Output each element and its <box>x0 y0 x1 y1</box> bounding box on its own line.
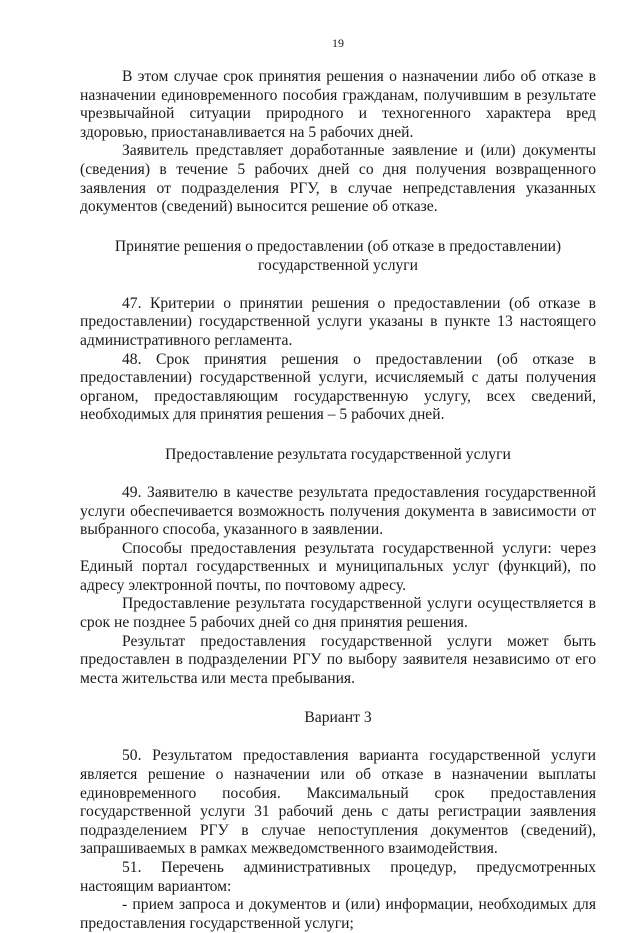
paragraph-resubmission: Заявитель представляет доработанные заявление и (или) документы (сведения) в течение 5 рабочих дней со дня получения возвращенного заявления от подразделения РГУ, в случае непредставления указанных документов (сведений) выносится решение об отказе. <box>80 142 596 216</box>
page-number: 19 <box>332 36 344 50</box>
section-heading-result: Предоставление результата государственной услуги <box>165 445 511 463</box>
paragraph-51: 51. Перечень административных процедур, предусмотренных настоящим вариантом: <box>80 859 596 895</box>
paragraph-delivery-term: Предоставление результата государственной услуги осуществляется в срок не позднее 5 рабочих дней со дня принятия решения. <box>80 595 596 632</box>
paragraph-47: 47. Критерии о принятии решения о предоставлении (об отказе в предоставлении) государственной услуги указаны в пункте 13 настоящего административного регламента. <box>80 294 596 349</box>
paragraph-suspension: В этом случае срок принятия решения о назначении либо об отказе в назначении единовременного пособия гражданам, получившим в результате чрезвычайной ситуации природного и техногенного характера вред здоровью, приостанавливается на 5 рабочих дней. <box>80 68 596 141</box>
paragraph-delivery-location: Результат предоставления государственной услуги может быть предоставлен в подразделении РГУ по выбору заявителя независимо от его места жительства или места пребывания. <box>80 632 596 687</box>
paragraph-50: 50. Результатом предоставления варианта государственной услуги является решение о назначении или об отказе в назначении выплаты единовременного пособия. Максимальный срок предоставления государственной услуги 31 рабочий день с даты регистрации заявления подразделением РГУ в случае непоступления документов (сведений), запрашиваемых в рамках межведомственного взаимодействия. <box>80 747 596 858</box>
paragraph-49: 49. Заявителю в качестве результата предоставления государственной услуги обеспечивается возможность получения документа в зависимости от выбранного способа, указанного в заявлении. <box>80 483 596 539</box>
list-item-procedure: - прием запроса и документов и (или) информации, необходимых для предоставления государственной услуги; <box>80 896 596 932</box>
paragraph-delivery-methods: Способы предоставления результата государственной услуги: через Единый портал государственных и муниципальных услуг (функций), по адресу электронной почты, по почтовому адресу. <box>80 539 596 594</box>
section-heading-variant-3: Вариант 3 <box>304 709 372 727</box>
paragraph-48: 48. Срок принятия решения о предоставлении (об отказе в предоставлении) государственной услуги, исчисляемый с даты получения органом, предоставляющим государственную услугу, всех сведений, необходимых для принятия решения – 5 рабочих дней. <box>80 350 596 424</box>
section-heading-decision: Принятие решения о предоставлении (об отказе в предоставлении) государственной услуги <box>114 237 562 274</box>
